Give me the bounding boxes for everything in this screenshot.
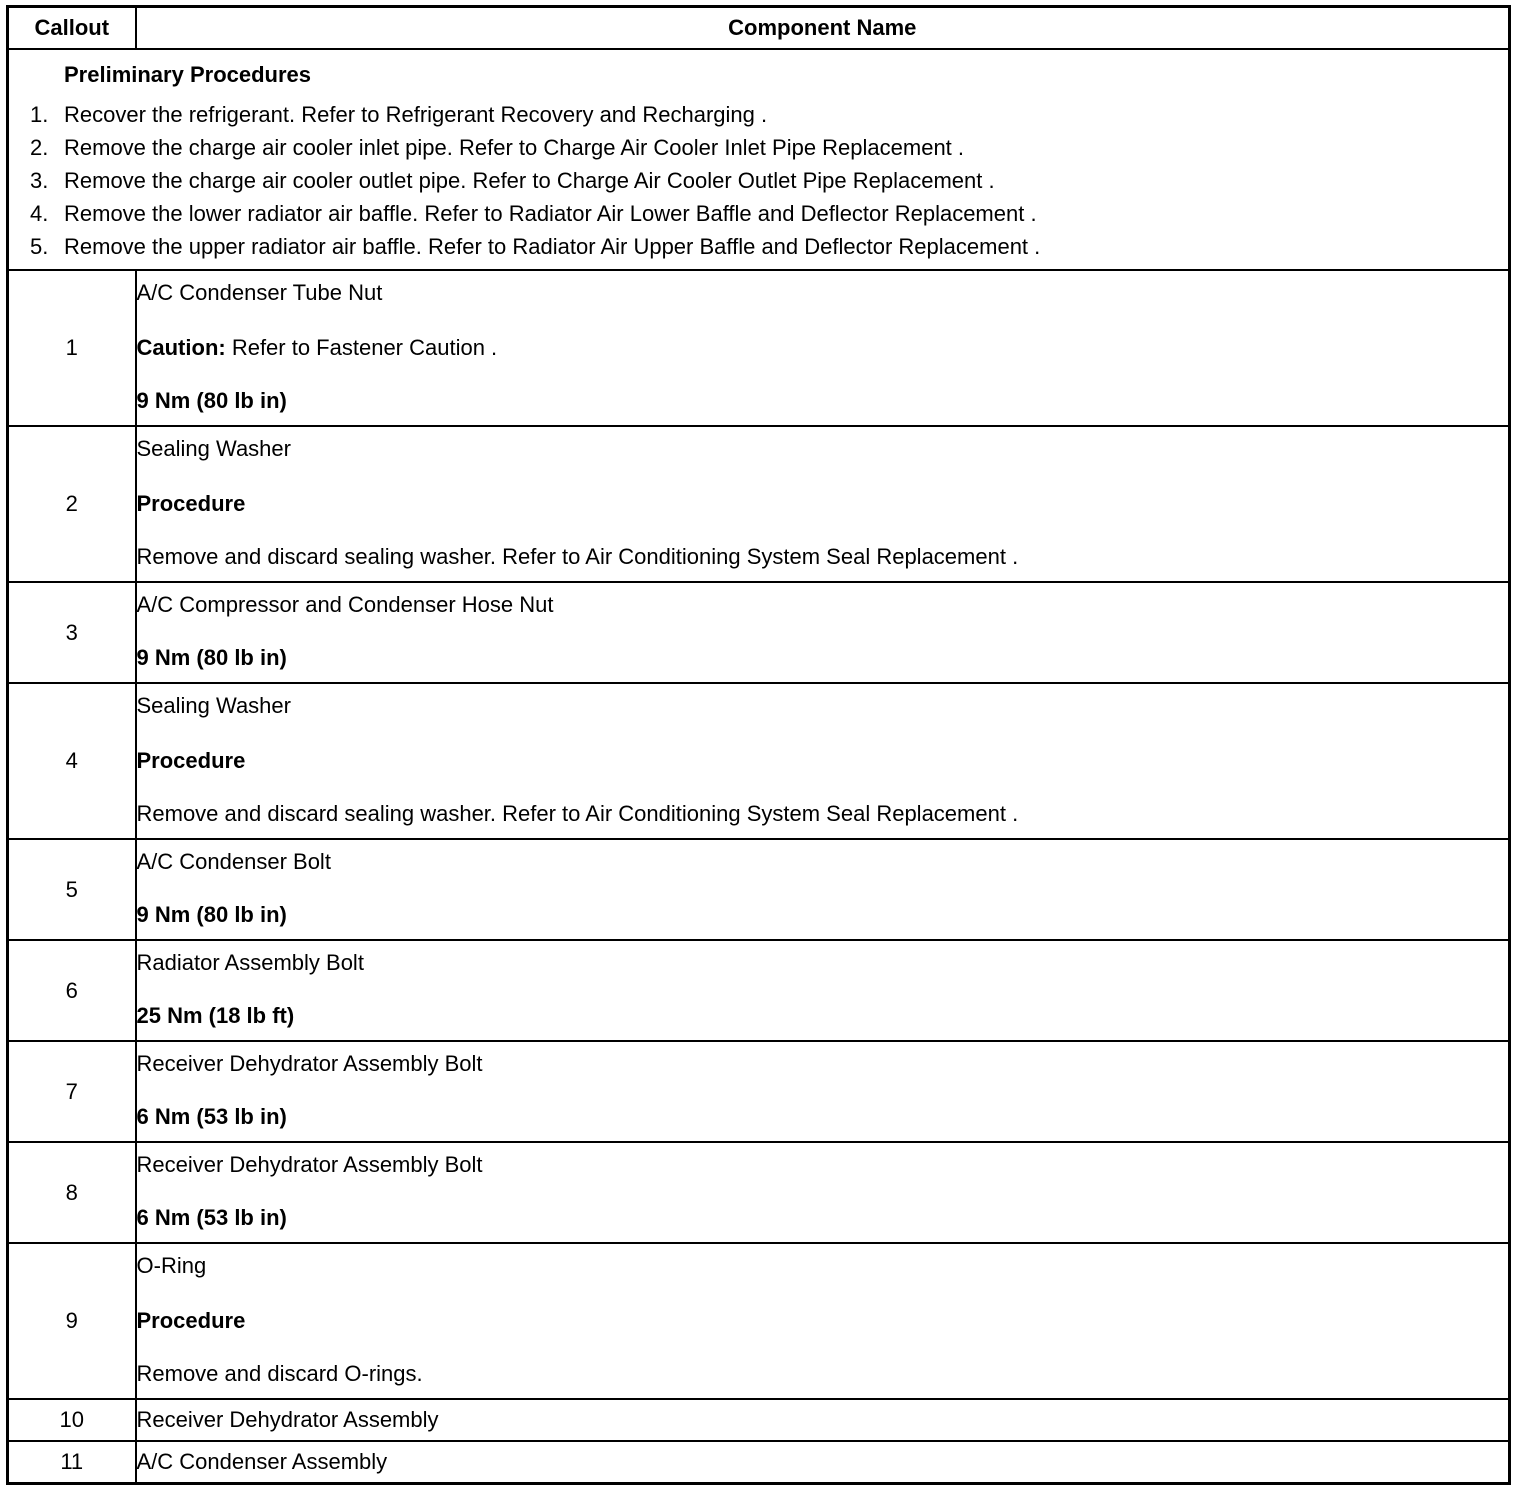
callout-header: Callout [8,7,136,50]
component-name: Receiver Dehydrator Assembly Bolt [136,1152,483,1177]
procedure-text: Remove and discard sealing washer. Refer to Air Conditioning System Seal Replacement . [136,544,1019,569]
preliminary-procedures [8,49,1510,270]
procedure-text: Remove and discard O-rings. [136,1361,423,1386]
callout-number: 11 [8,1441,136,1484]
preliminary-step: 4. Remove the lower radiator air baffle. Refer to Radiator Air Lower Baffle and Deflector Replacement . [30,201,1037,226]
table-row [8,1041,1510,1142]
component-name: A/C Condenser Assembly [136,1441,1510,1484]
component-cell [136,683,1510,839]
procedure-label: Procedure [136,491,246,516]
table-row [8,940,1510,1041]
preliminary-steps [9,98,1508,263]
callout-number: 4 [8,683,136,839]
component-name: A/C Condenser Bolt [136,849,331,874]
callout-number: 9 [8,1243,136,1399]
preliminary-step: 5. Remove the upper radiator air baffle. Refer to Radiator Air Upper Baffle and Deflector Replacement . [30,234,1041,259]
component-name: Sealing Washer [136,436,291,461]
component-name-header: Component Name [136,7,1510,50]
component-name: A/C Compressor and Condenser Hose Nut [136,592,554,617]
table-row [8,426,1510,582]
torque-spec: 9 Nm (80 lb in) [136,645,287,670]
table-row [8,1399,1510,1441]
callout-number: 5 [8,839,136,940]
torque-spec: 9 Nm (80 lb in) [136,902,287,927]
callout-number: 6 [8,940,136,1041]
component-name: Receiver Dehydrator Assembly [136,1399,1510,1441]
torque-spec: 6 Nm (53 lb in) [136,1104,287,1129]
preliminary-title: Preliminary Procedures [64,62,312,87]
table-row [8,1142,1510,1243]
component-cell [136,426,1510,582]
component-name: O-Ring [136,1253,207,1278]
preliminary-step: 3. Remove the charge air cooler outlet pipe. Refer to Charge Air Cooler Outlet Pipe Replacement . [30,168,995,193]
procedure-label: Procedure [136,748,246,773]
torque-spec: 9 Nm (80 lb in) [136,388,287,413]
component-name: Receiver Dehydrator Assembly Bolt [136,1051,483,1076]
component-cell [136,1243,1510,1399]
table-row [8,1243,1510,1399]
table-row [8,683,1510,839]
table-row [8,270,1510,426]
caution-note: Caution: Refer to Fastener Caution . [136,335,498,360]
component-name: A/C Condenser Tube Nut [136,280,383,305]
torque-spec: 25 Nm (18 lb ft) [136,1003,295,1028]
callout-number: 7 [8,1041,136,1142]
component-cell [136,582,1510,683]
component-cell [136,1041,1510,1142]
component-name: Radiator Assembly Bolt [136,950,364,975]
callout-number: 2 [8,426,136,582]
component-cell [136,940,1510,1041]
table-row [8,1441,1510,1484]
torque-spec: 6 Nm (53 lb in) [136,1205,287,1230]
table-row [8,582,1510,683]
procedure-label: Procedure [136,1308,246,1333]
header-row [8,7,1510,50]
callout-number: 1 [8,270,136,426]
callout-number: 3 [8,582,136,683]
component-name: Sealing Washer [136,693,291,718]
preliminary-row [8,49,1510,270]
table-row [8,839,1510,940]
callout-number: 8 [8,1142,136,1243]
callout-number: 10 [8,1399,136,1441]
component-cell [136,1142,1510,1243]
preliminary-step: 1. Recover the refrigerant. Refer to Refrigerant Recovery and Recharging . [30,102,768,127]
procedure-text: Remove and discard sealing washer. Refer to Air Conditioning System Seal Replacement . [136,801,1019,826]
preliminary-step: 2. Remove the charge air cooler inlet pipe. Refer to Charge Air Cooler Inlet Pipe Replacement . [30,135,965,160]
component-cell [136,839,1510,940]
component-cell [136,270,1510,426]
component-table [6,5,1511,1485]
